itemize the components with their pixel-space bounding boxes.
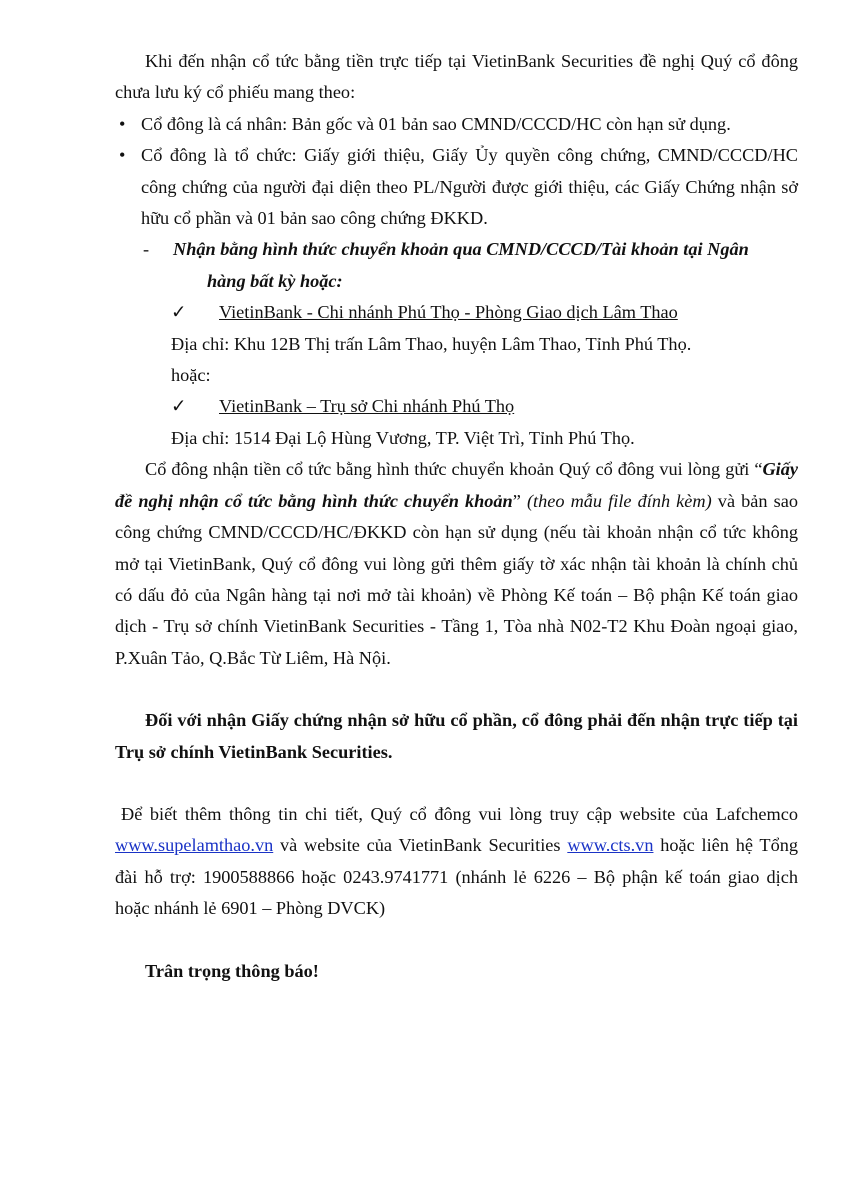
branch-address: Địa chỉ: 1514 Đại Lộ Hùng Vương, TP. Việt Trì, Tỉnh Phú Thọ. bbox=[171, 427, 635, 448]
transfer-paragraph bbox=[115, 454, 798, 674]
contact-text: và website của VietinBank Securities bbox=[273, 835, 568, 856]
or-text: hoặc: bbox=[171, 365, 211, 386]
closing-text: Trân trọng thông báo! bbox=[145, 960, 319, 981]
bullet-text: Cổ đông là cá nhân: Bản gốc và 01 bản sao CMND/CCCD/HC còn hạn sử dụng. bbox=[141, 113, 731, 134]
branch-name: VietinBank – Trụ sở Chi nhánh Phú Thọ bbox=[219, 396, 515, 417]
bullet-text: Cổ đông là tổ chức: Giấy giới thiệu, Giấy Ủy quyền công chứng, CMND/CCCD/HC công chứng của người đại diện theo PL/Người được giới thiệu, các Giấy Chứng nhận sở hữu cổ phần và 01 bản sao công chứng ĐKKD. bbox=[141, 145, 798, 229]
certificate-note: Đối với nhận Giấy chứng nhận sở hữu cổ phần, cổ đông phải đến nhận trực tiếp tại Trụ sở chính VietinBank Securities. bbox=[115, 710, 798, 762]
document-page bbox=[115, 46, 798, 987]
branch-address: Địa chỉ: Khu 12B Thị trấn Lâm Thao, huyện Lâm Thao, Tỉnh Phú Thọ. bbox=[171, 333, 692, 354]
link-supelamthao[interactable]: www.supelamthao.vn bbox=[115, 835, 274, 856]
bullet-organization bbox=[115, 140, 798, 234]
contact-text: Để biết thêm thông tin chi tiết, Quý cổ đông vui lòng truy cập website của Lafchemco bbox=[121, 803, 798, 824]
transfer-heading bbox=[115, 234, 798, 297]
checkmark-icon: ✓ bbox=[171, 302, 187, 323]
bullet-icon: • bbox=[119, 113, 126, 134]
link-cts[interactable]: www.cts.vn bbox=[567, 835, 654, 856]
checkmark-icon: ✓ bbox=[171, 396, 187, 417]
bullet-individual bbox=[115, 109, 798, 140]
transfer-heading-line2: hàng bất kỳ hoặc: bbox=[207, 270, 343, 291]
form-name: Giấy đề nghị nhận cổ tức bằng hình thức chuyển khoản bbox=[115, 459, 798, 511]
form-note: (theo mẫu file đính kèm) bbox=[526, 490, 712, 511]
branch-item bbox=[115, 297, 798, 328]
branch-item bbox=[115, 391, 798, 422]
contact-text: hoặc liên hệ Tổng đài hỗ trợ: 1900588866 hoặc 0243.9741771 (nhánh lẻ 6226 – Bộ phận kế toán giao dịch hoặc nhánh lẻ 6901 – Phòng DVCK) bbox=[115, 835, 798, 919]
intro-paragraph: Khi đến nhận cổ tức bằng tiền trực tiếp tại VietinBank Securities đề nghị Quý cổ đông chưa lưu ký cổ phiếu mang theo: bbox=[115, 51, 798, 103]
transfer-text: Cổ đông nhận tiền cổ tức bằng hình thức chuyển khoản Quý cổ đông vui lòng gửi “ bbox=[145, 459, 763, 480]
dash-icon: - bbox=[143, 239, 150, 260]
transfer-text: và bản sao công chứng CMND/CCCD/HC/ĐKKD còn hạn sử dụng (nếu tài khoản nhận cổ tức không mở tại VietinBank, Quý cổ đông vui lòng gửi thêm giấy tờ xác nhận tài khoản là chính chủ có dấu đỏ của Ngân hàng tại nơi mở tài khoản) về Phòng Kế toán – Bộ phận Kế toán giao dịch - Trụ sở chính VietinBank Securities - Tầng 1, Tòa nhà N02-T2 Khu Đoàn ngoại giao, P.Xuân Tảo, Q.Bắc Từ Liêm, Hà Nội. bbox=[115, 490, 799, 668]
branch-name: VietinBank - Chi nhánh Phú Thọ - Phòng Giao dịch Lâm Thao bbox=[219, 302, 678, 323]
bullet-icon: • bbox=[119, 145, 126, 166]
contact-paragraph bbox=[115, 799, 798, 925]
transfer-text: ” bbox=[512, 490, 527, 511]
transfer-heading-line1: Nhận bằng hình thức chuyển khoản qua CMND/CCCD/Tài khoản tại Ngân bbox=[173, 239, 749, 260]
